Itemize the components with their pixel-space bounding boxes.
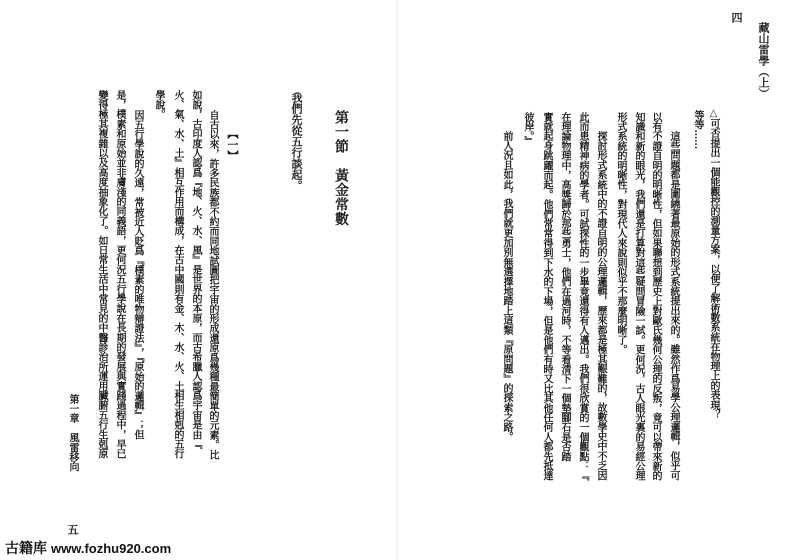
body-column: 如說，古印度人認爲『地、火、水、風』是世界的本原，而古希臘人認爲宇宙是由『: [190, 90, 201, 449]
page-number-left: 五: [66, 524, 79, 535]
watermark-site-name: 古籍库: [5, 540, 47, 556]
body-column: 變得極其複雜以及高度抽象化了。如日常生活中常見的中醫診治所運用臟腑五行生剋原: [96, 90, 107, 459]
body-column: 自古以來，許多民族都不約而同地試圖把宇宙的形成還原爲幾種最簡單的元素。比: [207, 110, 218, 460]
body-column: 知識和新的眼光，我們還是打算對這些疑問冒險一試。更何況，古人眼光裏的易經公理: [633, 112, 644, 481]
body-column: 實就起身跳躍而起。他們常常得到下水的下場，但是他們有時又比其他任何人都先抵達: [541, 112, 552, 481]
watermark-url: www.fozhu920.com: [51, 541, 172, 556]
body-column: 探討形式系統中的不證自明的公理邏輯，歷來都是極其艱難的，故數學史中不乏因: [595, 131, 606, 481]
site-watermark: [5, 539, 171, 558]
body-column: 因五行學說的久遠，常被近人貶爲『樸素的唯物辯證法』，『原始的邏輯』；但: [132, 110, 143, 440]
body-column: 彼岸。』: [522, 112, 533, 146]
body-column: 形式系統的明晰性，對現代人來說則似乎不那麼明晰了。: [615, 112, 626, 355]
body-column: 火、氣、水、土』相互作用而構成，在古中國則有金、木、水、火、土相生相剋的五行: [172, 90, 183, 459]
book-gutter: [394, 0, 400, 560]
running-footer-chapter: 第一章 風雷移向: [67, 394, 78, 472]
body-column: 以有不證自明的明晰性，但如果聯想到歷史上對歐氏幾何公理的反叛，竟可以帶來新的: [650, 112, 661, 481]
body-column: 在理論物理中，高獎歸於那些勇士，他們在過河時，不等看清下一個墊腳石是否踏: [559, 112, 570, 462]
running-header-title: 藏山雷學（上）: [757, 22, 770, 99]
body-column: 這些問題都是圍繞著最原始的形式系統提出來的。雖然作爲易學公理邏輯，似乎可: [668, 131, 679, 481]
body-column: 學說。: [153, 90, 164, 120]
body-column: 是，樸素和原始並非膚淺的同義語，更何況五行學說在長期的發展與實踐過程中，早已: [114, 90, 125, 459]
section-title: 第一節 黃金常數: [333, 110, 349, 226]
body-column: 前人況且如此，我們就更加別無選擇地踏上這類『原問題』的探索之路。: [501, 131, 512, 442]
page-number-right: 四: [730, 12, 743, 23]
body-column-question: △可否提出一個能觀控的測量方案，以便了解術數系統在物理上的表現？: [708, 108, 719, 420]
body-column: 此而患精神病的學者。可試探性的一步畢竟還得有人邁出。我們很欣賞的一個觀點：『: [577, 112, 588, 481]
subsection-marker: 【一】: [226, 128, 239, 161]
body-column-etc: 等等……: [692, 110, 703, 149]
section-intro: 我們先從五行談起。: [290, 92, 303, 191]
